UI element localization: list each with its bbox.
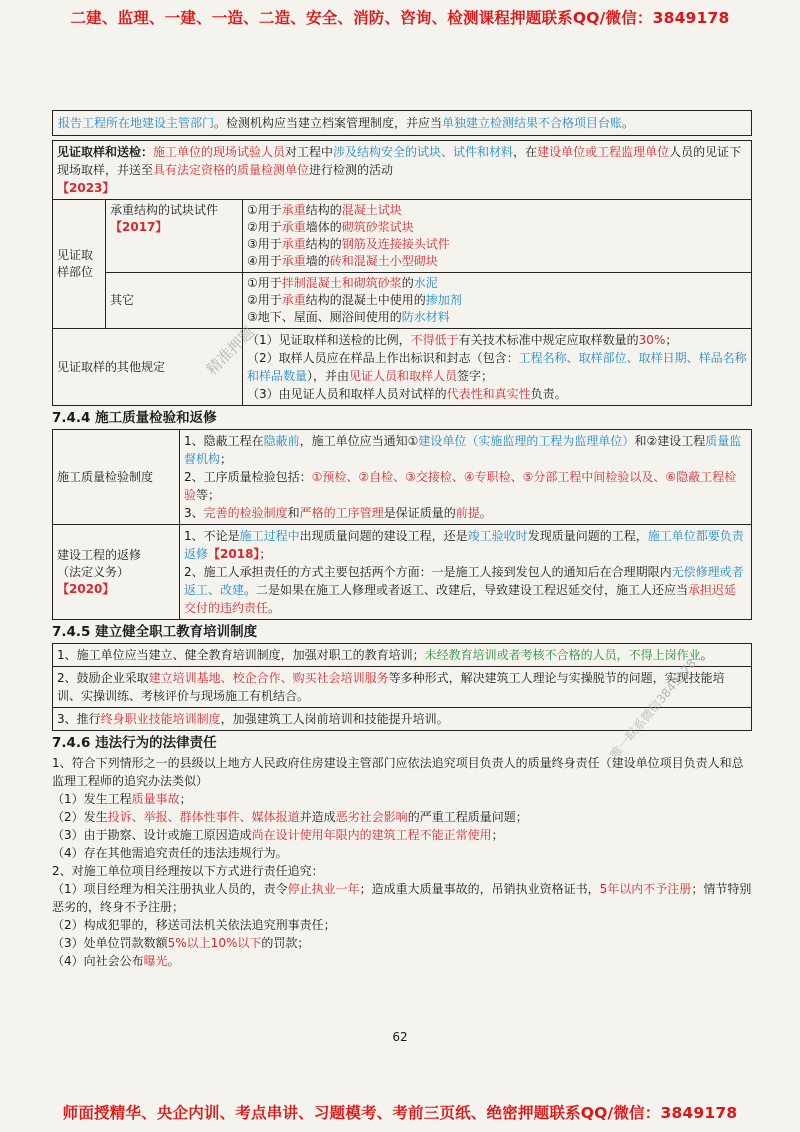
w-h: 具有法定资格的质量检测单位 bbox=[153, 163, 310, 177]
intro-t1: 报告工程所在地建设主管部门 bbox=[58, 116, 215, 130]
w-b: 施工单位的现场试验人员 bbox=[153, 145, 286, 159]
s746-i1: （1）发生工程质量事故； bbox=[52, 792, 192, 806]
bottom-banner: 师面授精华、央企内训、考点串讲、习题模考、考前三页纸、绝密押题联系QQ/微信：3849178 bbox=[62, 1104, 738, 1122]
w-e: ，在 bbox=[513, 145, 538, 159]
section-745-title: 7.4.5 建立健全职工教育培训制度 bbox=[52, 624, 258, 640]
s745-row3: 3、推行终身职业技能培训制度，加强建筑工人岗前培训和技能提升培训。 bbox=[53, 708, 752, 731]
s744-r1-label: 施工质量检验制度 bbox=[53, 430, 180, 525]
load-item: ①用于承重结构的混凝土试块 bbox=[247, 203, 402, 217]
witness-definition bbox=[53, 141, 752, 200]
load-label-cell bbox=[106, 200, 243, 273]
document-page bbox=[52, 92, 752, 970]
top-banner: 二建、监理、一建、一造、二造、安全、消防、咨询、检测课程押题联系QQ/微信：3849178 bbox=[70, 9, 730, 27]
intro-text bbox=[53, 111, 752, 136]
intro-t3: 单独建立检测结果不合格项目台账 bbox=[442, 116, 623, 130]
s746-j4: （4）向社会公布曝光。 bbox=[52, 954, 180, 968]
w-d: 涉及结构安全的试块、试件和材料 bbox=[333, 145, 514, 159]
w-c: 对工程中 bbox=[285, 145, 334, 159]
watermark: 精准押题 bbox=[202, 323, 258, 379]
s745-row1: 1、施工单位应当建立、健全教育培训制度，加强对职工的教育培训；未经教育培训或者考核不合格的人员，不得上岗作业。 bbox=[53, 644, 752, 667]
s746-body bbox=[52, 754, 752, 970]
parts-label: 见证取样部位 bbox=[53, 200, 106, 329]
s744-table bbox=[52, 429, 752, 620]
intro-t2: 。检测机构应当建立档案管理制度，并应当 bbox=[214, 116, 443, 130]
load-item: ②用于承重墙体的砌筑砂浆试块 bbox=[247, 220, 414, 234]
rules-label: 见证取样的其他规定 bbox=[53, 329, 243, 406]
other-item: ①用于拌制混凝土和砌筑砂浆的水泥 bbox=[247, 276, 438, 290]
rules-text: （1）见证取样和送检的比例，不得低于有关技术标准中规定应取样数量的30%； （2）取样人员应在样品上作出标识和封志（包含：工程名称、取样部位、取样日期、样品名称和样品数量），并由见证人员和取样人员签字； （3）由见证人员和取样人员对试样的代表性和真实性负责。 bbox=[243, 329, 752, 406]
other-item: ②用于承重结构的混凝土中使用的掺加剂 bbox=[247, 293, 462, 307]
intro-t4: 。 bbox=[622, 116, 635, 130]
w-i: 进行检测的活动 bbox=[309, 163, 394, 177]
s746-i2: （2）发生投诉、举报、群体性事件、媒体报道并造成恶劣社会影响的严重工程质量问题； bbox=[52, 810, 528, 824]
witness-table bbox=[52, 140, 752, 406]
s746-j1: （1）项目经理为相关注册执业人员的，责令停止执业一年；造成重大质量事故的，吊销执业资格证书，5年以内不予注册；情节特别恶劣的，终身不予注册； bbox=[52, 882, 752, 914]
s746-p1: 1、符合下列情形之一的县级以上地方人民政府住房建设主管部门应依法追究项目负责人的质量终身责任（建设单位项目负责人和总监理工程师的追究办法类似） bbox=[52, 756, 744, 788]
s746-j3: （3）处单位罚款数额5%以上10%以下的罚款； bbox=[52, 936, 310, 950]
s746-j2: （2）构成犯罪的，移送司法机关依法追究刑事责任； bbox=[52, 918, 336, 932]
s744-r2-label: 建设工程的返修 （法定义务） 【2020】 bbox=[53, 525, 180, 620]
page-number: 62 bbox=[392, 1030, 408, 1044]
s746-i4: （4）存在其他需追究责任的违法违规行为。 bbox=[52, 846, 288, 860]
load-label: 承重结构的试块试件 bbox=[110, 203, 219, 217]
s745-row2: 2、鼓励企业采取建立培训基地、校企合作、购买社会培训服务等多种形式，解决建筑工人理论与实操脱节的问题，实现技能培训、实操训练、考核评价与现场施工有机结合。 bbox=[53, 667, 752, 708]
watermark-2: 唯一联系微信3849178 bbox=[607, 656, 699, 762]
w-f: 建设单位或工程监理单位 bbox=[537, 145, 670, 159]
w-g: 人员的见证下现场取样，并送至 bbox=[57, 145, 742, 177]
s744-r1-text: 1、隐蔽工程在隐蔽前，施工单位应当通知①建设单位（实施监理的工程为监理单位）和②建设工程质量监督机构； 2、工序质量检验包括：①预检、②自检、③交接检、④专职检、⑤分部工程中间检验以及、⑥隐蔽工程检验等； 3、完善的检验制度和严格的工序管理是保证质量的前提。 bbox=[180, 430, 752, 525]
s744-r2-text: 1、不论是施工过程中出现质量问题的建设工程，还是竣工验收时发现质量问题的工程，施工单位都要负责返修【2018】； 2、施工人承担责任的方式主要包括两个方面：一是施工人接到发包人的通知后在合理期限内无偿修理或者返工、改建。二是如果在施工人修理或者返工、改建后，导致建设工程迟延交付，施工人还应当承担迟延交付的违约责任。 bbox=[180, 525, 752, 620]
load-year: 【2017】 bbox=[110, 220, 168, 234]
load-items bbox=[243, 200, 752, 273]
section-744-title: 7.4.4 施工质量检验和返修 bbox=[52, 410, 217, 426]
intro-box bbox=[52, 110, 752, 136]
s746-i3: （3）由于勘察、设计或施工原因造成尚在设计使用年限内的建筑工程不能正常使用； bbox=[52, 828, 504, 842]
other-items bbox=[243, 273, 752, 329]
load-item: ④用于承重墙的砖和混凝土小型砌块 bbox=[247, 254, 438, 268]
w-a: 见证取样和送检： bbox=[57, 145, 154, 159]
load-item: ③用于承重结构的钢筋及连接接头试件 bbox=[247, 237, 450, 251]
other-item: ③地下、屋面、厕浴间使用的防水材料 bbox=[247, 310, 450, 324]
w-year: 【2023】 bbox=[57, 181, 115, 195]
other-label: 其它 bbox=[106, 273, 243, 329]
section-746-title: 7.4.6 违法行为的法律责任 bbox=[52, 735, 217, 751]
s746-p2: 2、对施工单位项目经理按以下方式进行责任追究： bbox=[52, 864, 324, 878]
